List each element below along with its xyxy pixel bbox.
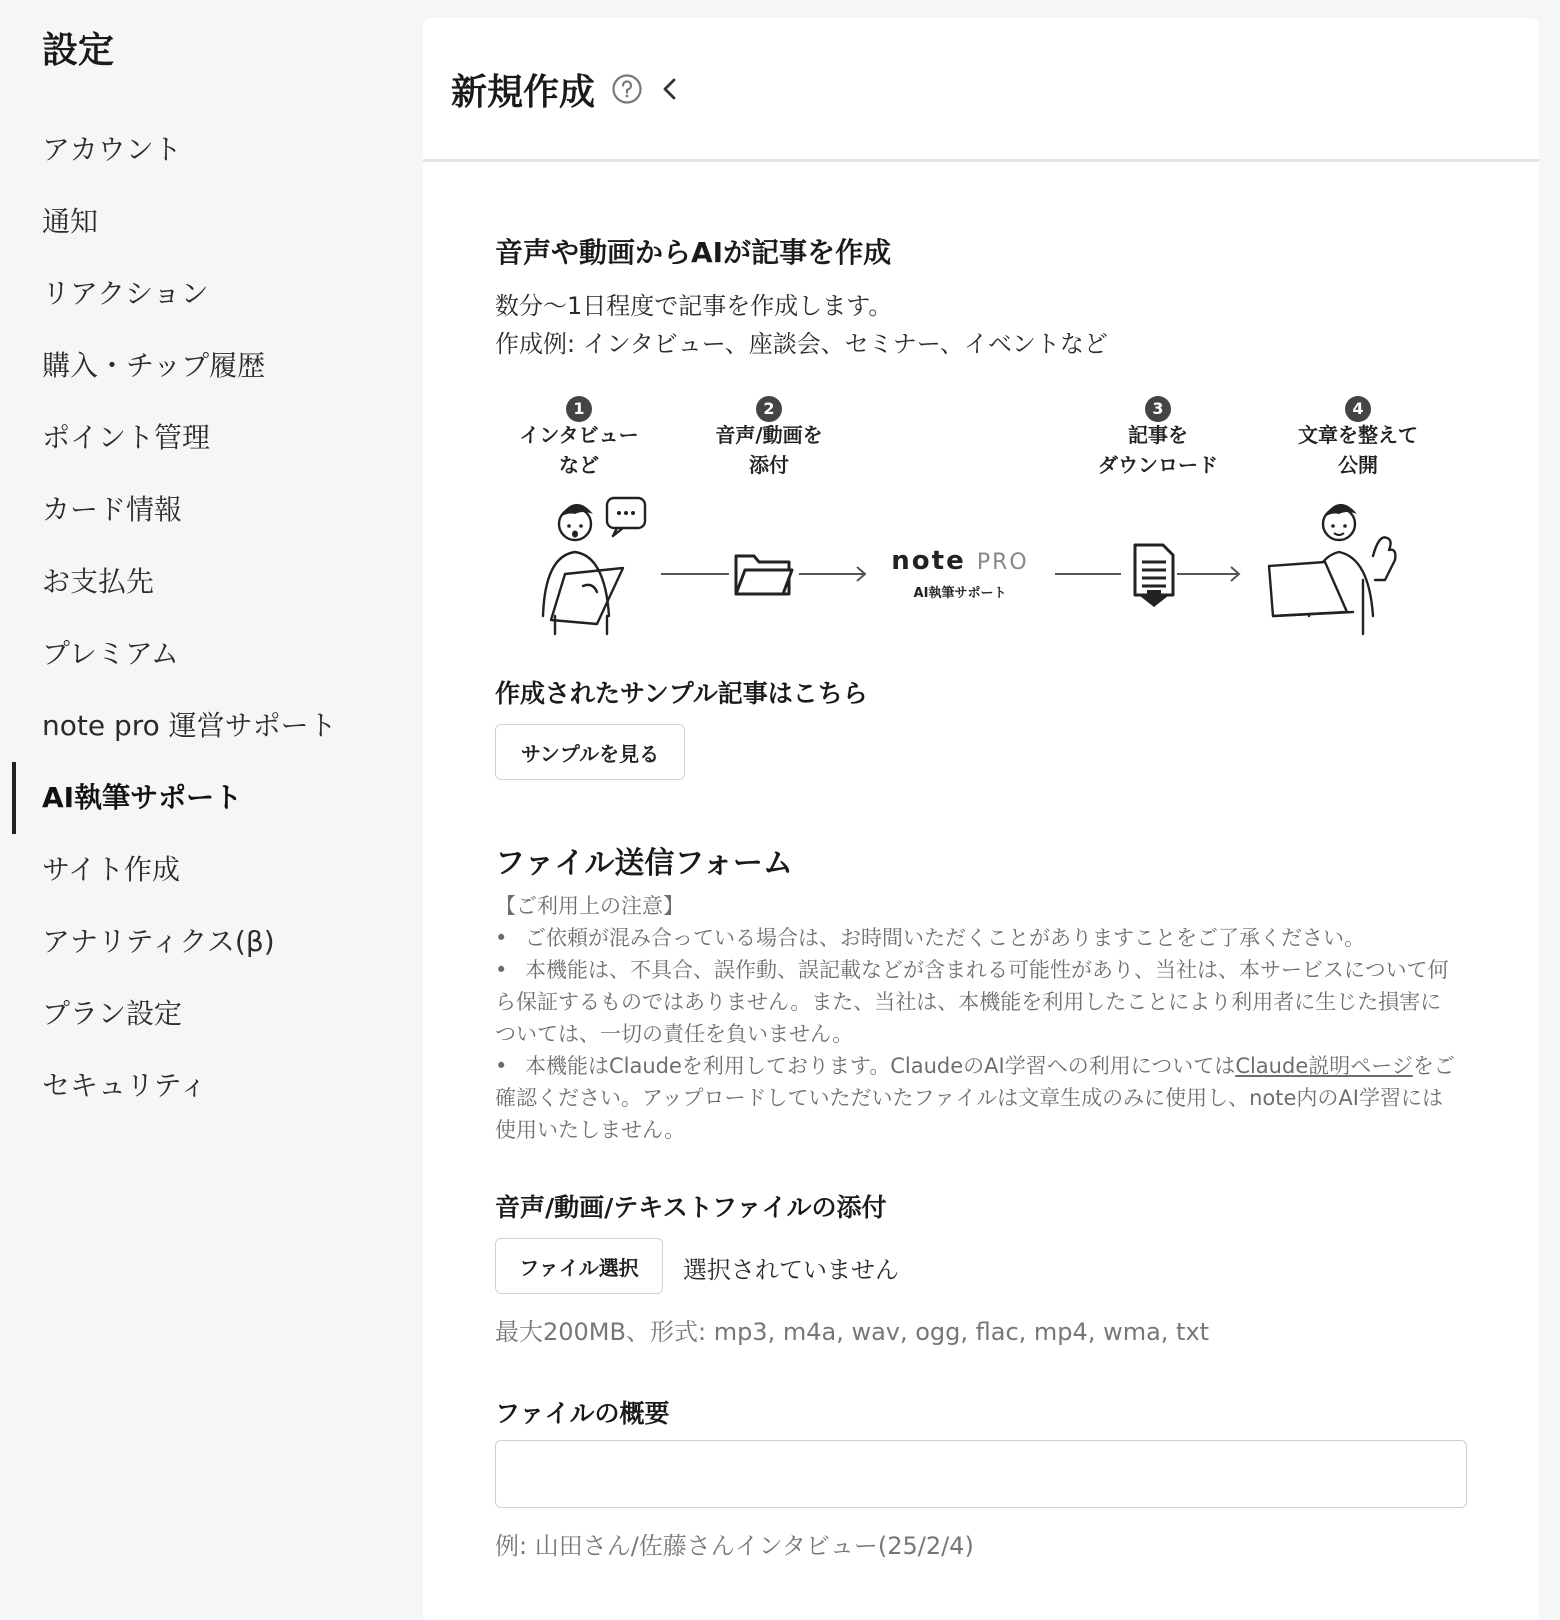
- step-3-label-line2: ダウンロード: [1098, 453, 1218, 477]
- claude-info-link[interactable]: Claude説明ページ: [1235, 1054, 1413, 1078]
- intro-line-1: 数分〜1日程度で記事を作成します。: [495, 292, 893, 320]
- panel-header: [423, 18, 1539, 162]
- attach-heading: 音声/動画/テキストファイルの添付: [495, 1193, 887, 1222]
- publisher-illustration-icon: [1265, 496, 1405, 636]
- step-4-label: [1268, 420, 1448, 480]
- notice-item-3-text-pre: 本機能はClaudeを利用しております。ClaudeのAI学習への利用については: [525, 1054, 1236, 1078]
- folder-icon: [733, 548, 795, 598]
- step-number-3: 3: [1145, 396, 1171, 422]
- interviewer-illustration-icon: [525, 496, 655, 636]
- step-2-label-line2: 添付: [749, 453, 789, 477]
- notice-item: [495, 1050, 1455, 1146]
- usage-notice: [495, 890, 1455, 1146]
- step-4-label-line2: 公開: [1338, 453, 1378, 477]
- sidebar-item-ai-writing-support[interactable]: AI執筆サポート: [0, 762, 420, 834]
- sidebar-item-reactions[interactable]: リアクション: [42, 277, 209, 310]
- page-title: 新規作成: [451, 72, 596, 113]
- sidebar-item-premium[interactable]: プレミアム: [42, 637, 179, 670]
- workflow-diagram: [495, 396, 1445, 666]
- step-4-label-line1: 文章を整えて: [1298, 423, 1418, 447]
- step-number-2: 2: [756, 396, 782, 422]
- file-format-hint: 最大200MB、形式: mp3, m4a, wav, ogg, flac, mp4, wma, txt: [495, 1318, 1210, 1346]
- summary-example-hint: 例: 山田さん/佐藤さんインタビュー(25/2/4): [495, 1532, 974, 1560]
- view-sample-button[interactable]: サンプルを見る: [495, 724, 685, 780]
- question-circle-icon[interactable]: [611, 73, 643, 105]
- sidebar-item-account[interactable]: アカウント: [42, 133, 182, 166]
- sidebar-item-notifications[interactable]: 通知: [42, 205, 99, 238]
- step-1-label-line1: インタビュー: [519, 423, 639, 447]
- sidebar-item-purchase-history[interactable]: 購入・チップ履歴: [42, 349, 266, 382]
- intro-line-2: 作成例: インタビュー、座談会、セミナー、イベントなど: [495, 330, 1108, 358]
- summary-heading: ファイルの概要: [495, 1399, 670, 1428]
- notice-list: [495, 922, 1455, 1146]
- main-panel: [423, 18, 1539, 1620]
- logo-subtitle: AI執筆サポート: [913, 586, 1007, 601]
- settings-nav: [0, 114, 420, 1122]
- form-heading: ファイル送信フォーム: [495, 846, 793, 881]
- file-summary-input[interactable]: [495, 1440, 1467, 1508]
- step-1-label: [499, 420, 659, 480]
- sidebar-item-card-info[interactable]: カード情報: [42, 493, 183, 526]
- settings-sidebar: [0, 0, 420, 1620]
- chevron-left-icon[interactable]: [655, 74, 685, 104]
- sidebar-item-points[interactable]: ポイント管理: [42, 421, 211, 454]
- logo-pro: PRO: [976, 550, 1029, 575]
- step-2-label: [689, 420, 849, 480]
- note-pro-logo: [885, 546, 1035, 601]
- step-number-1: 1: [566, 396, 592, 422]
- sidebar-item-note-pro-support[interactable]: note pro 運営サポート: [42, 709, 337, 742]
- notice-item-3-text-post: をご確認ください。アップロードしていただいたファイルは文章生成のみに使用し、note内のAI学習には使用いたしません。: [495, 1054, 1455, 1142]
- sidebar-item-payee[interactable]: お支払先: [42, 565, 155, 598]
- notice-title: 【ご利用上の注意】: [495, 894, 684, 918]
- step-1-label-line2: など: [559, 453, 599, 477]
- sidebar-item-site-creation[interactable]: サイト作成: [42, 853, 181, 886]
- step-3-label-line1: 記事を: [1128, 423, 1188, 447]
- step-3-label: [1078, 420, 1238, 480]
- sample-heading: 作成されたサンプル記事はこちら: [495, 679, 868, 708]
- sidebar-title: 設定: [42, 30, 115, 71]
- notice-item: • 本機能は、不具合、誤作動、誤記載などが含まれる可能性があり、当社は、本サービスについて何ら保証するものではありません。また、当社は、本機能を利用したことにより利用者に生じた損害については、一切の責任を負いません。: [495, 954, 1455, 1050]
- intro-heading: 音声や動画からAIが記事を作成: [495, 236, 892, 269]
- document-download-icon: [1131, 542, 1177, 608]
- sidebar-item-security[interactable]: セキュリティ: [42, 1069, 208, 1102]
- logo-note: note: [891, 546, 966, 576]
- file-status: 選択されていません: [683, 1256, 899, 1284]
- sidebar-item-analytics[interactable]: アナリティクス(β): [42, 925, 275, 958]
- notice-item: • ご依頼が混み合っている場合は、お時間いただくことがありますことをご了承ください。: [495, 922, 1455, 954]
- sidebar-item-plan-settings[interactable]: プラン設定: [42, 997, 183, 1030]
- file-select-button[interactable]: ファイル選択: [495, 1238, 663, 1294]
- step-number-4: 4: [1345, 396, 1371, 422]
- step-2-label-line1: 音声/動画を: [715, 423, 823, 447]
